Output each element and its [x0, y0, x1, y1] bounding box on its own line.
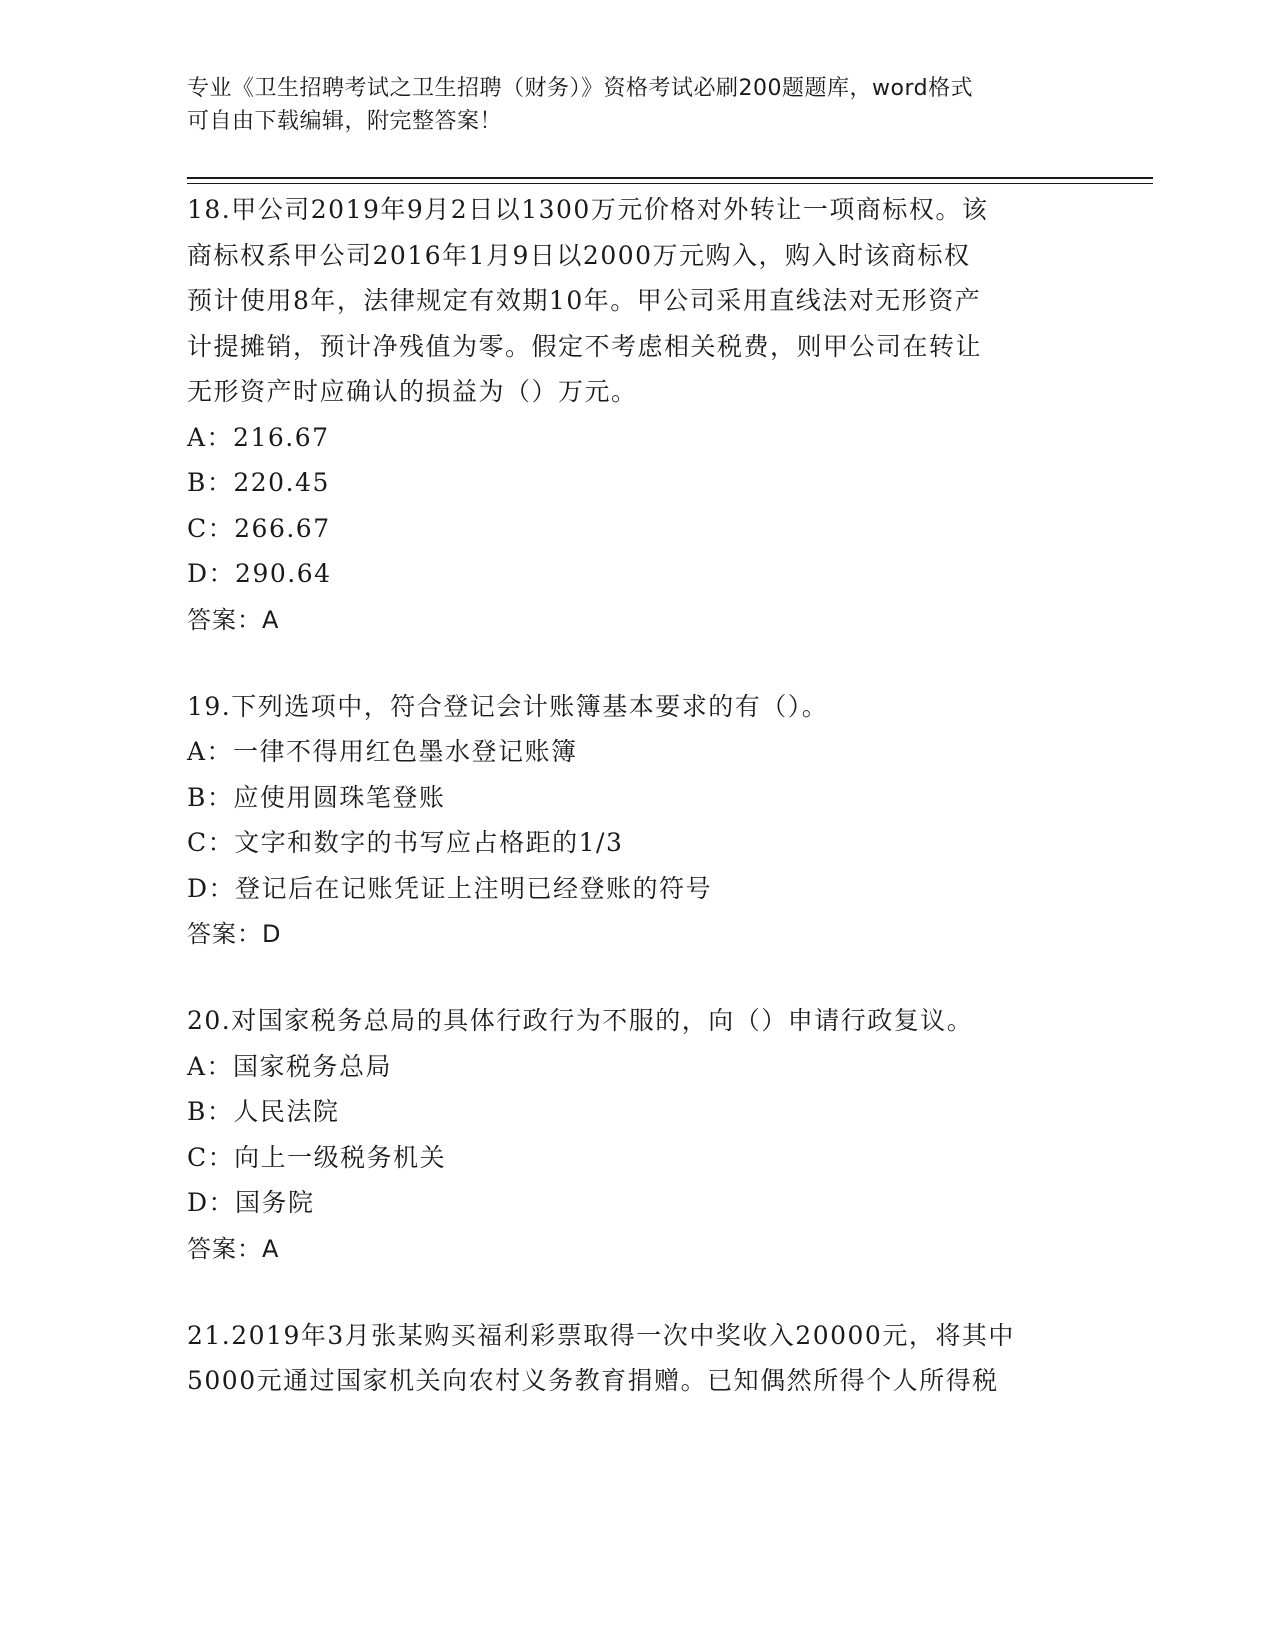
- option-b: B：220.45: [187, 468, 330, 497]
- option-d: D：国务院: [187, 1188, 315, 1217]
- option-c: C：向上一级税务机关: [187, 1142, 447, 1172]
- header-divider-thick: [187, 177, 1153, 179]
- question-18: [187, 187, 1087, 643]
- option-c: C：266.67: [187, 513, 331, 543]
- answer-label: 答案：D: [187, 920, 282, 948]
- question-stem-line: 20.对国家税务总局的具体行政行为不服的，向（）申请行政复议。: [187, 1006, 974, 1035]
- option-d: D：登记后在记账凭证上注明已经登账的符号: [187, 873, 713, 903]
- question-21: [187, 1313, 1087, 1404]
- question-stem-line: 预计使用8年，法律规定有效期10年。甲公司采用直线法对无形资产: [187, 286, 982, 315]
- option-a: A：国家税务总局: [187, 1051, 393, 1081]
- header-divider-thin: [187, 183, 1153, 184]
- option-a: A：216.67: [187, 422, 330, 452]
- question-stem-line: 21.2019年3月张某购买福利彩票取得一次中奖收入20000元，将其中: [187, 1320, 1015, 1350]
- question-list: [187, 187, 1087, 1445]
- question-stem-line: 商标权系甲公司2016年1月9日以2000万元购入，购入时该商标权: [187, 240, 971, 270]
- option-c: C：文字和数字的书写应占格距的1/3: [187, 828, 624, 857]
- question-stem-line: 18.甲公司2019年9月2日以1300万元价格对外转让一项商标权。该: [187, 195, 989, 224]
- option-a: A：一律不得用红色墨水登记账簿: [187, 737, 578, 766]
- option-b: B：应使用圆珠笔登账: [187, 782, 446, 812]
- question-stem-line: 计提摊销，预计净残值为零。假定不考虑相关税费，则甲公司在转让: [187, 331, 983, 361]
- header-title-line-1: 专业《卫生招聘考试之卫生招聘（财务）》资格考试必刷200题题库，word格式: [187, 76, 974, 101]
- document-header: [187, 72, 1067, 138]
- question-stem-line: 19.下列选项中，符合登记会计账簿基本要求的有（）。: [187, 691, 829, 721]
- option-d: D：290.64: [187, 559, 332, 588]
- question-19: [187, 684, 1087, 958]
- answer-label: 答案：A: [187, 1234, 280, 1263]
- answer-label: 答案：A: [187, 605, 280, 634]
- question-stem-line: 5000元通过国家机关向农村义务教育捐赠。已知偶然所得个人所得税: [187, 1366, 999, 1395]
- header-title-line-2: 可自由下载编辑，附完整答案！: [187, 109, 503, 134]
- question-20: [187, 998, 1087, 1272]
- question-stem-line: 无形资产时应确认的损益为（）万元。: [187, 377, 638, 406]
- option-b: B：人民法院: [187, 1097, 340, 1126]
